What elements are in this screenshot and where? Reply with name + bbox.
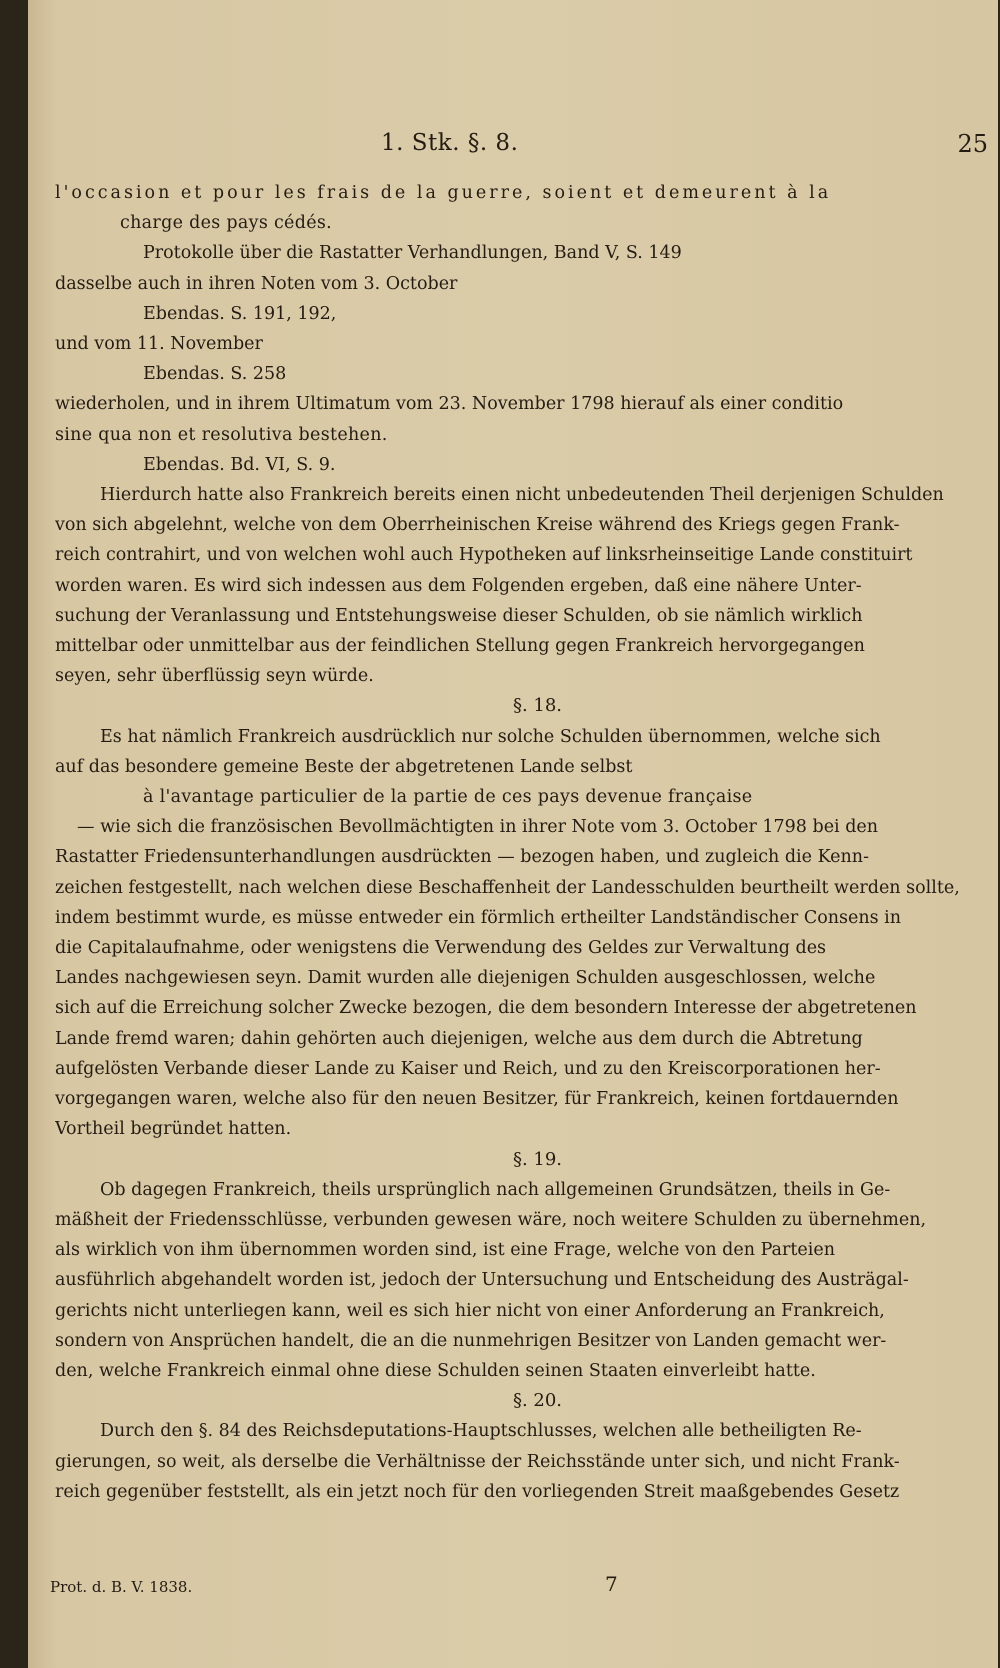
text-line: Lande fremd waren; dahin gehörten auch diejenigen, welche aus dem durch die Abtretung [55, 1028, 863, 1049]
text-line: auf das besondere gemeine Beste der abgetretenen Lande selbst [55, 756, 633, 777]
text-line: wiederholen, und in ihrem Ultimatum vom 23. November 1798 hierauf als einer conditio [55, 394, 844, 415]
text-line: Vortheil begründet hatten. [55, 1119, 292, 1140]
text-line: mittelbar oder unmittelbar aus der feindlichen Stellung gegen Frankreich hervorgegangen [55, 636, 865, 657]
paragraph-start: Durch den §. 84 des Reichsdeputations-Hauptschlusses, welchen alle betheiligten Re- [100, 1421, 862, 1442]
running-head: 1. Stk. §. 8. [381, 130, 519, 156]
citation-line: Ebendas. S. 258 [143, 364, 287, 385]
text-line: den, welche Frankreich einmal ohne diese Schulden seinen Staaten einverleibt hatte. [55, 1360, 816, 1381]
citation-line: Ebendas. Bd. VI, S. 9. [143, 454, 336, 475]
section-heading: §. 19. [512, 1148, 563, 1170]
text-line: seyen, sehr überflüssig seyn würde. [55, 666, 374, 687]
paragraph-start: Hierdurch hatte also Frankreich bereits einen nicht unbedeutenden Theil derjenigen Schulden [100, 485, 944, 506]
text-line: zeichen festgestellt, nach welchen diese Beschaffenheit der Landesschulden beurtheilt werden sollte, [55, 877, 960, 898]
page-number: 25 [957, 130, 988, 158]
text-line: sondern von Ansprüchen handelt, die an die nunmehrigen Besitzer von Landen gemacht wer- [55, 1330, 887, 1351]
text-line: gerichts nicht unterliegen kann, weil es sich hier nicht von einer Anforderung an Frankreich, [55, 1300, 885, 1321]
text-line: suchung der Veranlassung und Entstehungsweise dieser Schulden, ob sie nämlich wirklich [55, 605, 863, 626]
page-footer [50, 1572, 980, 1608]
section-heading: §. 20. [512, 1390, 563, 1412]
text-line: vorgegangen waren, welche also für den neuen Besitzer, für Frankreich, keinen fortdauernden [55, 1089, 899, 1110]
text-line: und vom 11. November [55, 334, 263, 355]
text-line: dasselbe auch in ihren Noten vom 3. October [55, 273, 458, 294]
text-line: gierungen, so weit, als derselbe die Verhältnisse der Reichsstände unter sich, und nicht Frank- [55, 1451, 900, 1472]
text-line: charge des pays cédés. [120, 213, 333, 234]
sheet-mark: 7 [605, 1572, 618, 1596]
signature-mark: Prot. d. B. V. 1838. [50, 1578, 193, 1596]
body-text [55, 178, 980, 1507]
text-line: indem bestimmt wurde, es müsse entweder ein förmlich ertheilter Landständischer Consens in [55, 907, 902, 928]
quote-line: à l'avantage particulier de la partie de ces pays devenue française [143, 787, 753, 808]
text-line: als wirklich von ihm übernommen worden sind, ist eine Frage, welche von den Parteien [55, 1240, 835, 1261]
text-line: sich auf die Erreichung solcher Zwecke bezogen, die dem besondern Interesse der abgetretenen [55, 998, 917, 1019]
page-header [28, 130, 998, 170]
citation-line: Protokolle über die Rastatter Verhandlungen, Band V, S. 149 [143, 243, 682, 264]
text-line: Rastatter Friedensunterhandlungen ausdrückten — bezogen haben, und zugleich die Kenn- [55, 847, 869, 868]
text-line: l'occasion et pour les frais de la guerre, soient et demeurent à la [55, 183, 832, 203]
text-line: worden waren. Es wird sich indessen aus dem Folgenden ergeben, daß eine nähere Unter- [55, 575, 862, 596]
text-line: — wie sich die französischen Bevollmächtigten in ihrer Note vom 3. October 1798 bei den [77, 817, 879, 838]
paragraph-start: Ob dagegen Frankreich, theils ursprünglich nach allgemeinen Grundsätzen, theils in Ge- [100, 1179, 891, 1200]
text-line: aufgelösten Verbande dieser Lande zu Kaiser und Reich, und zu den Kreiscorporationen her- [55, 1058, 881, 1079]
section-heading: §. 18. [512, 695, 563, 717]
text-line: reich contrahirt, und von welchen wohl auch Hypotheken auf linksrheinseitige Lande constituirt [55, 545, 913, 566]
text-line: reich gegenüber feststellt, als ein jetzt noch für den vorliegenden Streit maaßgebendes Gesetz [55, 1481, 900, 1502]
paragraph-start: Es hat nämlich Frankreich ausdrücklich nur solche Schulden übernommen, welche sich [100, 726, 881, 747]
text-line: mäßheit der Friedensschlüsse, verbunden gewesen wäre, noch weitere Schulden zu übernehmen, [55, 1209, 927, 1230]
citation-line: Ebendas. S. 191, 192, [143, 303, 337, 324]
text-line: Landes nachgewiesen seyn. Damit wurden alle diejenigen Schulden ausgeschlossen, welche [55, 968, 876, 989]
text-line: die Capitalaufnahme, oder wenigstens die Verwendung des Geldes zur Verwaltung des [55, 938, 827, 959]
text-line: sine qua non et resolutiva bestehen. [55, 424, 388, 445]
document-page [28, 0, 998, 1668]
text-line: ausführlich abgehandelt worden ist, jedoch der Untersuchung und Entscheidung des Austrägal- [55, 1270, 909, 1291]
text-line: von sich abgelehnt, welche von dem Oberrheinischen Kreise während des Kriegs gegen Frank- [55, 515, 900, 536]
